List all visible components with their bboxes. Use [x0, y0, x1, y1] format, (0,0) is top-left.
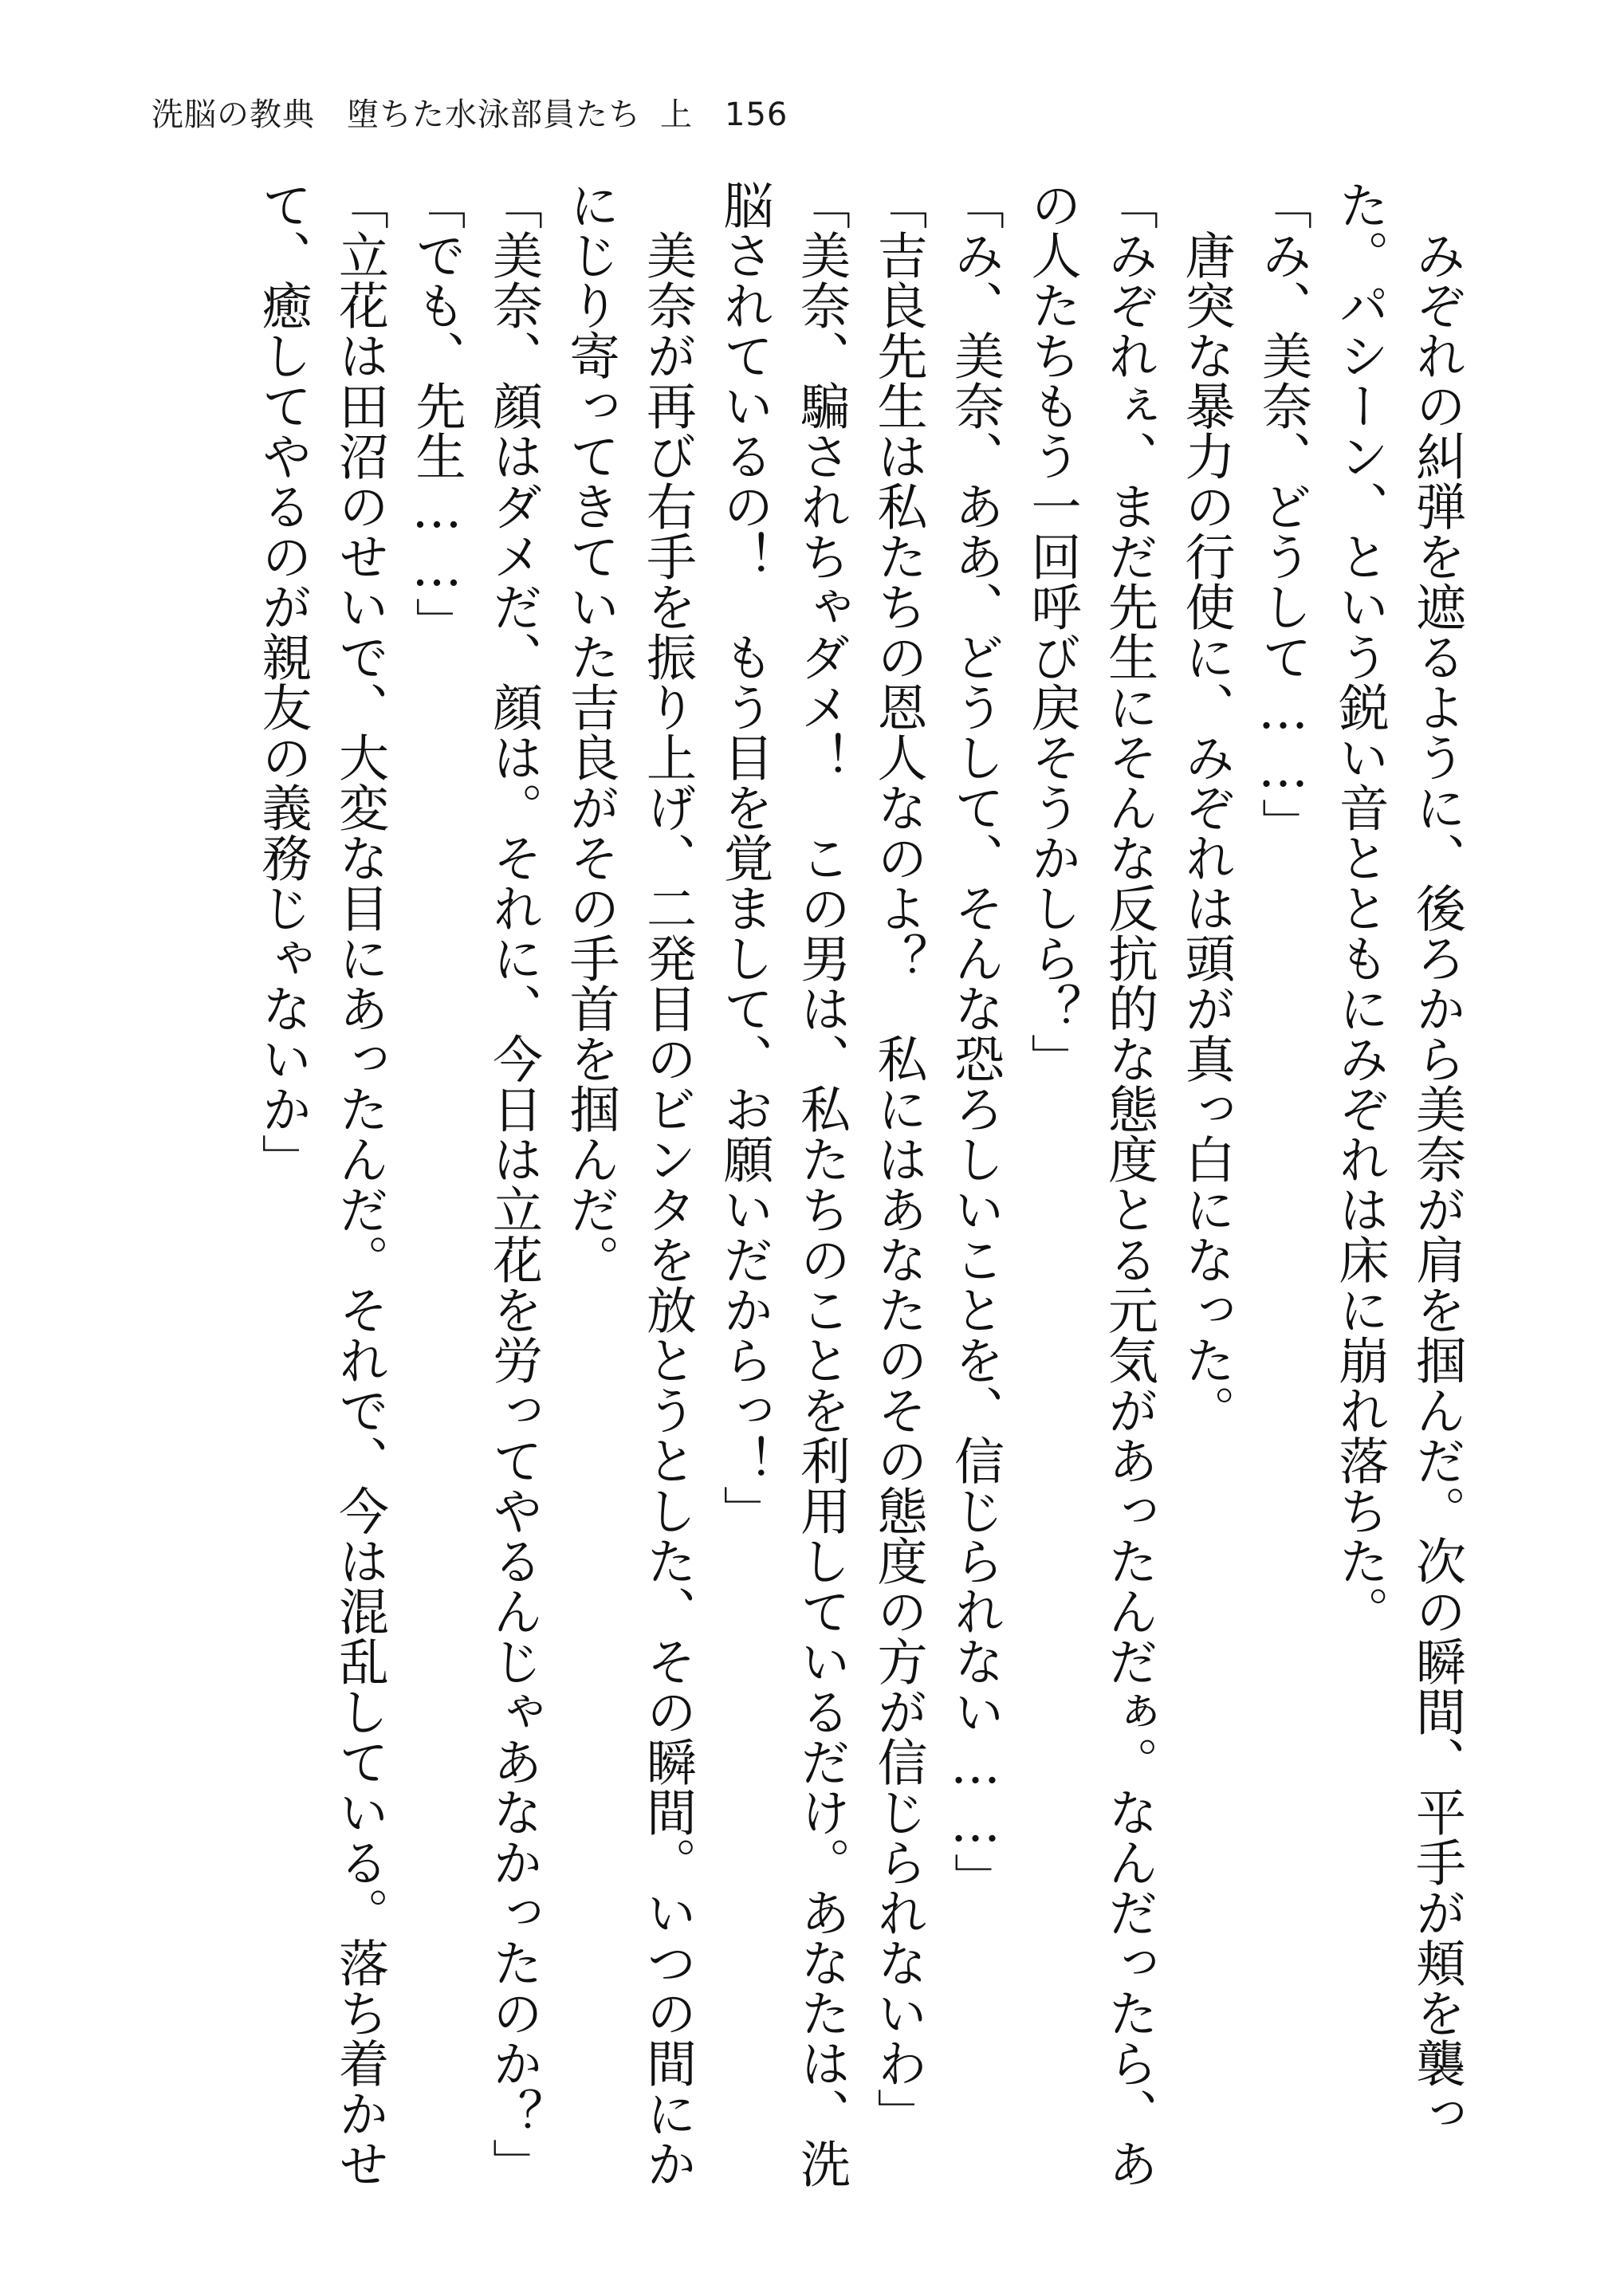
text-line: 「美奈、顔はダメだ、顔は。それに、今日は立花を労ってやるんじゃあなかったのか？」	[485, 179, 543, 2188]
text-line: 唐突な暴力の行使に、みぞれは頭が真っ白になった。	[1177, 179, 1236, 1435]
text-line: 「吉良先生は私たちの恩人なのよ？ 私にはあなたのその態度の方が信じられないわ」	[869, 179, 928, 2138]
text-line: 「でも、先生……」	[407, 179, 466, 647]
text-line: の人たちもう一回呼び戻そうかしら？」	[1023, 179, 1082, 1083]
page-number: 156	[725, 96, 788, 133]
text-line: た。パシーン、という鋭い音とともにみぞれは床に崩れ落ちた。	[1331, 179, 1390, 1636]
text-line: 「み、美奈、どうして……」	[1254, 179, 1312, 848]
text-line: て、癒してやるのが親友の義務じゃないか」	[254, 179, 313, 1184]
book-title: 洗脳の教典	[151, 96, 315, 133]
text-line: 美奈が再び右手を振り上げ、二発目のビンタを放とうとした、その瞬間。いつの間にか	[639, 179, 697, 2188]
text-line: 脳されているの！ もう目を覚まして、お願いだからっ！」	[715, 179, 774, 1535]
text-line: 「み、美奈、ああ、どうして、そんな恐ろしいことを、信じられない……」	[946, 179, 1005, 1903]
book-subtitle: 堕ちた水泳部員たち	[347, 96, 641, 133]
running-header	[151, 89, 788, 135]
text-line: にじり寄ってきていた吉良がその手首を掴んだ。	[561, 179, 620, 1284]
volume-label: 上	[660, 96, 693, 133]
text-line: 「立花は田沼のせいで、大変な目にあったんだ。それで、今は混乱している。落ち着かせ	[331, 179, 389, 2188]
text-line: みぞれの糾弾を遮るように、後ろから美奈が肩を掴んだ。次の瞬間、平手が頬を襲っ	[1408, 179, 1466, 2138]
text-line: 「美奈、騙されちゃダメ！ この男は、私たちのことを利用しているだけ。あなたは、洗	[792, 179, 851, 2188]
vertical-body-text	[159, 179, 1475, 2188]
text-line: 「みぞれぇ、まだ先生にそんな反抗的な態度とる元気があったんだぁ。なんだったら、あ	[1100, 179, 1158, 2188]
